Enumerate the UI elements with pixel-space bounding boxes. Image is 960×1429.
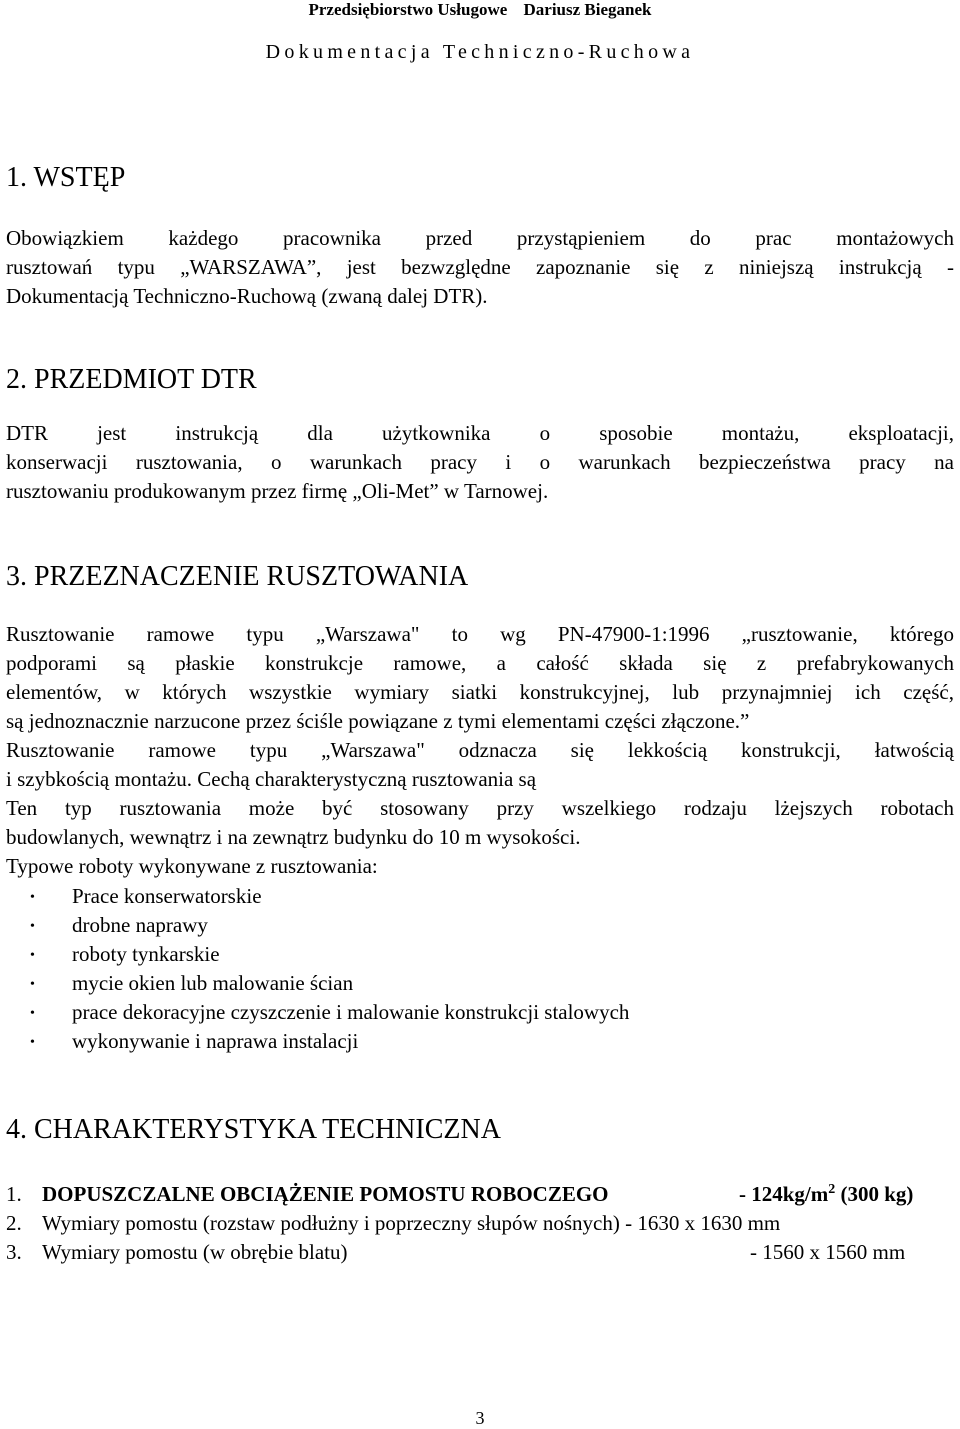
spec-extra: (300 kg) <box>835 1182 914 1206</box>
paragraph-line: Dokumentacją Techniczno-Ruchową (zwaną dalej DTR). <box>6 284 488 308</box>
paragraph-line: Obowiązkiem każdego pracownika przed przystąpieniem do prac montażowych <box>6 226 954 250</box>
section-2-heading: 2. PRZEDMIOT DTR <box>6 364 257 395</box>
paragraph-line: Typowe roboty wykonywane z rusztowania: <box>6 854 378 878</box>
paragraph-line: Rusztowanie ramowe typu „Warszawa" odznacza się lekkością konstrukcji, łatwością <box>6 738 954 762</box>
paragraph-line: są jednoznacznie narzucone przez ściśle powiązane z tymi elementami części złączone.” <box>6 709 750 733</box>
paragraph-line: DTR jest instrukcją dla użytkownika o sposobie montażu, eksploatacji, <box>6 421 954 445</box>
list-item: • roboty tynkarskie <box>30 940 629 969</box>
spec-superscript: 2 <box>828 1182 836 1197</box>
spec-label: Wymiary pomostu (rozstaw podłużny i poprzeczny słupów nośnych) <box>42 1211 620 1235</box>
list-item: • drobne naprawy <box>30 911 629 940</box>
spec-value: - 1630 x 1630 mm <box>625 1211 781 1235</box>
owner-name: Dariusz Bieganek <box>523 0 652 19</box>
document-title: Dokumentacja Techniczno-Ruchowa <box>265 41 695 63</box>
spec-value: - 1560 x 1560 mm <box>750 1240 906 1264</box>
spec-number: 2. <box>6 1211 22 1235</box>
spec-item-load <box>6 1180 956 1209</box>
section-2-paragraph <box>6 419 954 506</box>
spec-item-platform-size <box>6 1238 956 1267</box>
paragraph-line: rusztowań typu „WARSZAWA”, jest bezwzględne zapoznanie się z niniejszą instrukcją - <box>6 255 954 279</box>
list-item: • mycie okien lub malowanie ścian <box>30 969 629 998</box>
spec-label: Wymiary pomostu (w obrębie blatu) <box>42 1240 348 1264</box>
running-header <box>0 0 960 20</box>
spec-number: 3. <box>6 1240 22 1264</box>
section-3-paragraph <box>6 620 954 881</box>
paragraph-line: Rusztowanie ramowe typu „Warszawa" to wg PN-47900-1:1996 „rusztowanie, którego <box>6 622 954 646</box>
section-4-heading: 4. CHARAKTERYSTYKA TECHNICZNA <box>6 1114 501 1145</box>
company-name: Przedsiębiorstwo Usługowe <box>308 0 508 19</box>
section-3-heading: 3. PRZEZNACZENIE RUSZTOWANIA <box>6 561 469 592</box>
paragraph-line: podporami są płaskie konstrukcje ramowe, a całość składa się z prefabrykowanych <box>6 651 954 675</box>
paragraph-line: elementów, w których wszystkie wymiary siatki konstrukcyjnej, lub przynajmniej ich część, <box>6 680 954 704</box>
spec-item-platform-spacing <box>6 1209 956 1238</box>
paragraph-line: Ten typ rusztowania może być stosowany przy wszelkiego rodzaju lżejszych robotach <box>6 796 954 820</box>
spec-value: - 124kg/m <box>739 1182 829 1206</box>
spec-label: DOPUSZCZALNE OBCIĄŻENIE POMOSTU ROBOCZEGO <box>42 1182 609 1206</box>
section-1-heading: 1. WSTĘP <box>6 162 126 193</box>
paragraph-line: budowlanych, wewnątrz i na zewnątrz budynku do 10 m wysokości. <box>6 825 581 849</box>
paragraph-line: rusztowaniu produkowanym przez firmę „Oli-Met” w Tarnowej. <box>6 479 549 503</box>
page-number: 3 <box>475 1408 485 1428</box>
list-item: • Prace konserwatorskie <box>30 882 629 911</box>
spec-number: 1. <box>6 1182 22 1206</box>
work-types-list <box>30 882 629 1056</box>
paragraph-line: konserwacji rusztowania, o warunkach pracy i o warunkach bezpieczeństwa pracy na <box>6 450 954 474</box>
paragraph-line: i szybkością montażu. Cechą charakterystyczną rusztowania są <box>6 767 537 791</box>
section-1-paragraph <box>6 224 954 311</box>
list-item: • prace dekoracyjne czyszczenie i malowanie konstrukcji stalowych <box>30 998 629 1027</box>
list-item: • wykonywanie i naprawa instalacji <box>30 1027 629 1056</box>
